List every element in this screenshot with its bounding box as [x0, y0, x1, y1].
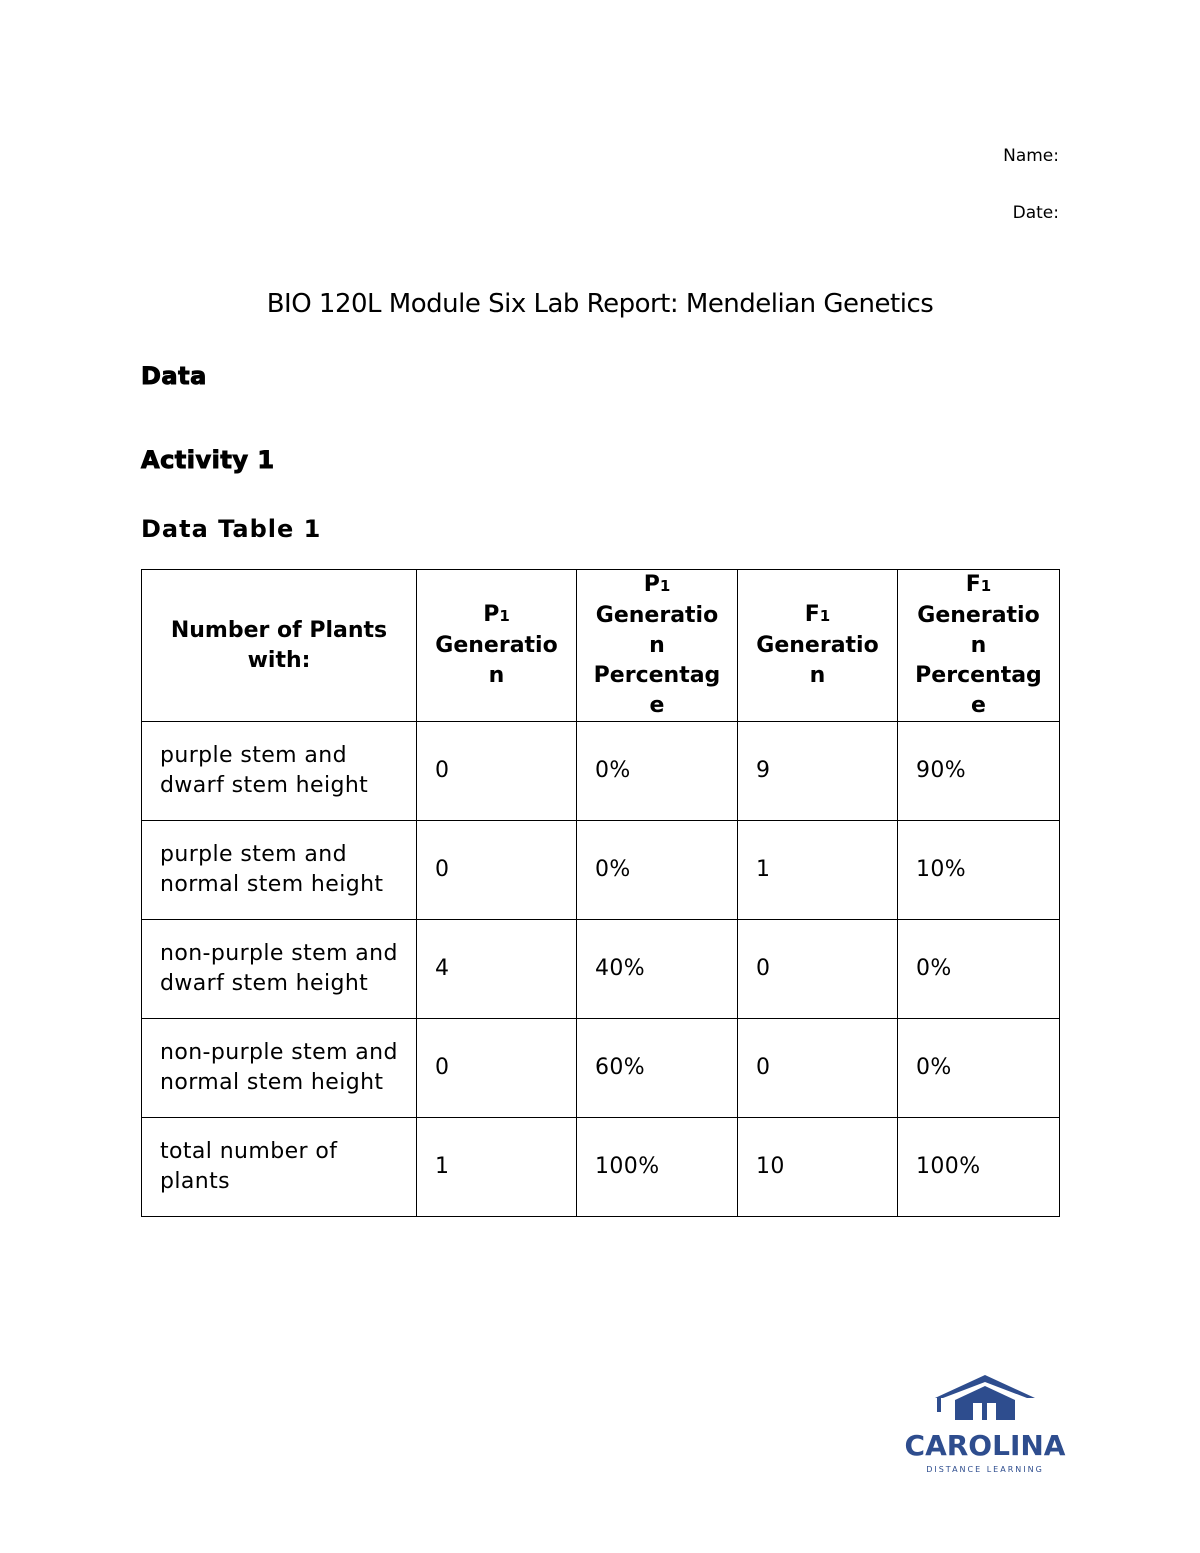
row-label-cell: purple stem and dwarf stem height [142, 722, 417, 821]
data-table [141, 569, 1060, 1217]
column-header: Number of Plants with: [142, 570, 417, 722]
value-cell: 1 [417, 1118, 577, 1217]
value-cell: 0% [577, 821, 738, 920]
value-cell: 40% [577, 920, 738, 1019]
row-label-cell: non-purple stem and normal stem height [142, 1019, 417, 1118]
name-label: Name: [1003, 146, 1059, 166]
column-header: P1 Generatio n Percentag e [577, 570, 738, 722]
table-row [142, 1019, 1060, 1118]
value-cell: 0% [577, 722, 738, 821]
page-title: BIO 120L Module Six Lab Report: Mendelian Genetics [266, 289, 934, 319]
row-label-cell: total number of plants [142, 1118, 417, 1217]
value-cell: 0 [417, 722, 577, 821]
value-cell: 0% [898, 1019, 1060, 1118]
logo-text: CAROLINA [904, 1429, 1066, 1462]
row-label-cell: purple stem and normal stem height [142, 821, 417, 920]
column-header: P1 Generatio n [417, 570, 577, 722]
value-cell: 0 [417, 821, 577, 920]
value-cell: 10% [898, 821, 1060, 920]
value-cell: 100% [898, 1118, 1060, 1217]
column-header: F1 Generatio n Percentag e [898, 570, 1060, 722]
value-cell: 10 [738, 1118, 898, 1217]
value-cell: 1 [738, 821, 898, 920]
table-row [142, 920, 1060, 1019]
value-cell: 0 [417, 1019, 577, 1118]
value-cell: 60% [577, 1019, 738, 1118]
row-label-cell: non-purple stem and dwarf stem height [142, 920, 417, 1019]
date-label: Date: [1012, 203, 1059, 223]
value-cell: 100% [577, 1118, 738, 1217]
column-header: F1 Generatio n [738, 570, 898, 722]
activity-heading: Activity 1 [141, 446, 275, 474]
logo-subtext: DISTANCE LEARNING [926, 1465, 1044, 1474]
value-cell: 0 [738, 920, 898, 1019]
value-cell: 9 [738, 722, 898, 821]
value-cell: 0 [738, 1019, 898, 1118]
value-cell: 0% [898, 920, 1060, 1019]
value-cell: 4 [417, 920, 577, 1019]
carolina-logo [904, 1370, 1066, 1480]
table-row [142, 722, 1060, 821]
table-header-row [142, 570, 1060, 722]
section-heading-data: Data [141, 362, 207, 390]
table-row [142, 821, 1060, 920]
table-row [142, 1118, 1060, 1217]
table-heading: Data Table 1 [141, 515, 322, 543]
value-cell: 90% [898, 722, 1060, 821]
